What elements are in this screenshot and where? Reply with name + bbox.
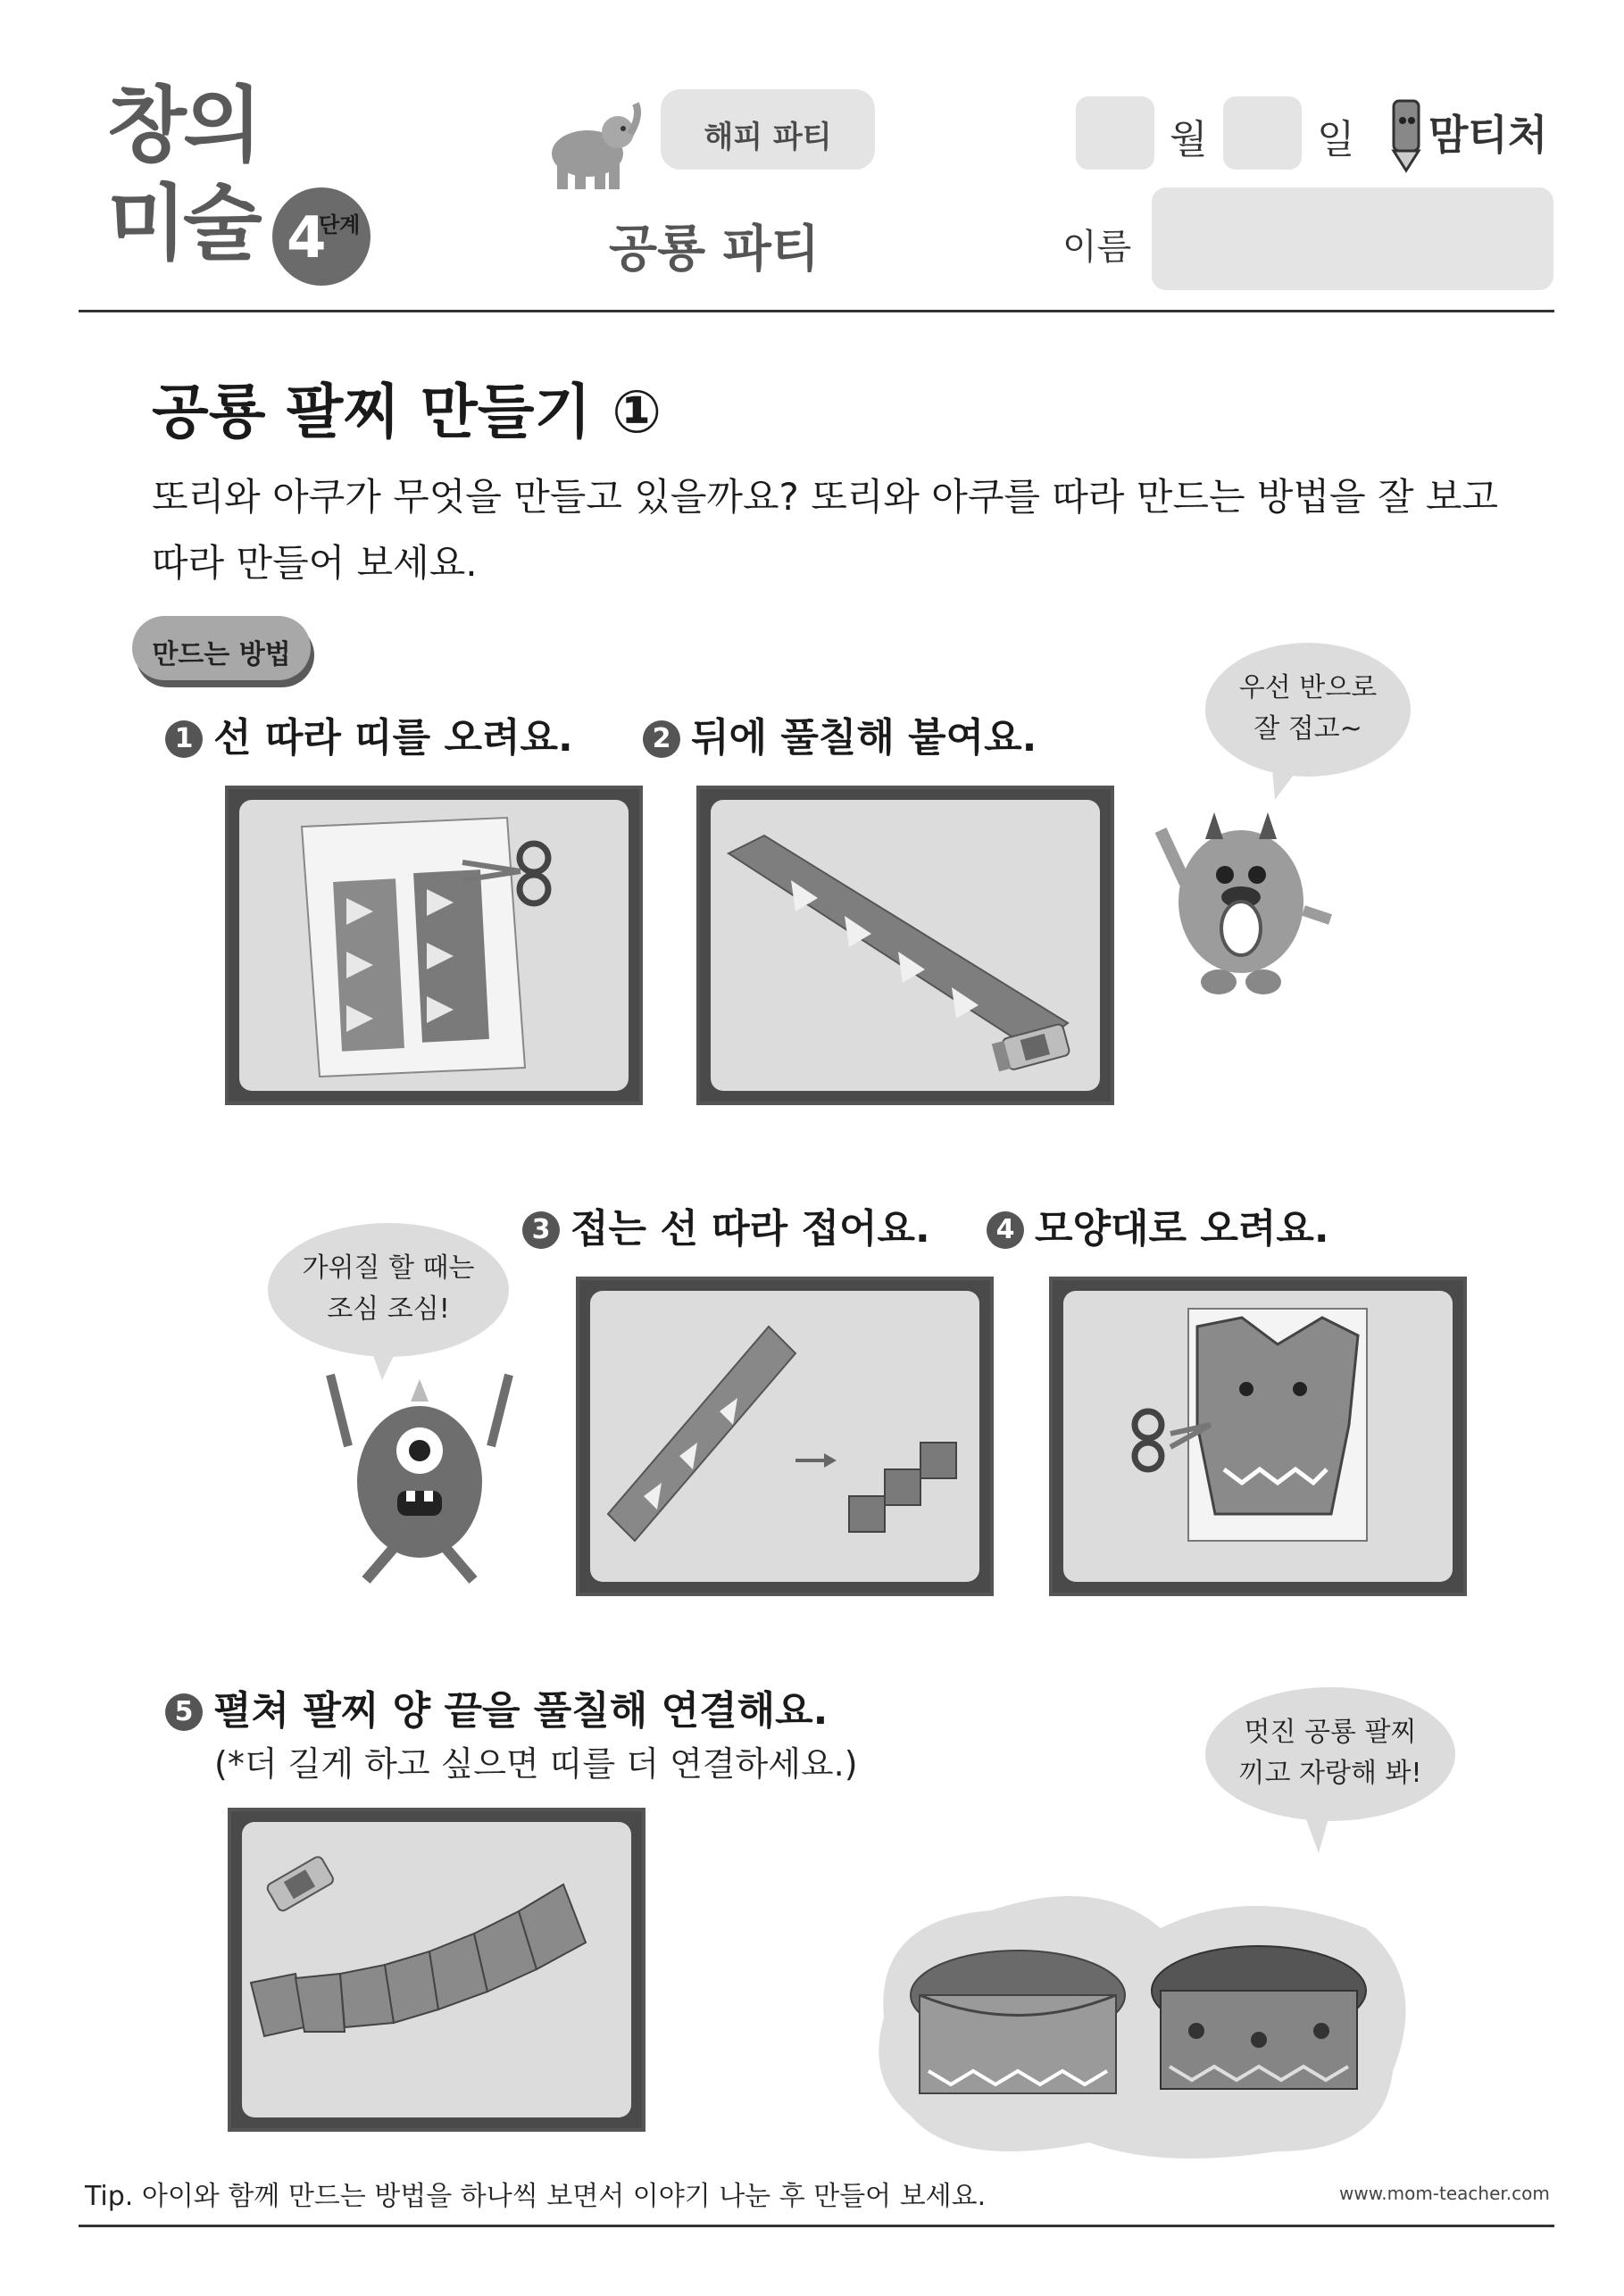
- website-url[interactable]: www.mom-teacher.com: [1339, 2183, 1550, 2204]
- month-field[interactable]: [1076, 96, 1154, 170]
- connected-bracelet-illustration: [242, 1822, 631, 2117]
- method-label-pill: [132, 616, 311, 680]
- bubble-1-line-2: 잘 접고~: [1253, 713, 1362, 745]
- glued-strip-illustration: [711, 800, 1100, 1091]
- day-label: 일: [1317, 117, 1355, 162]
- cut-strip-illustration: [239, 800, 629, 1091]
- step-3-number: 3: [522, 1211, 560, 1249]
- monster-character-1-icon: [1143, 794, 1339, 1009]
- step-5-photo: [228, 1808, 645, 2132]
- footer-divider: [79, 2225, 1554, 2227]
- name-label: 이름: [1062, 227, 1132, 268]
- accordion-fold-icon: [849, 1443, 956, 1532]
- step-4-number: 4: [987, 1211, 1024, 1249]
- step-2-photo: [696, 786, 1114, 1105]
- bubble-2-line-1: 가위질 할 때는: [302, 1252, 475, 1284]
- series-pill-text: 해피 파티: [704, 120, 832, 155]
- level-unit: 단계: [319, 212, 361, 237]
- level-number: 4: [287, 205, 327, 271]
- name-field[interactable]: [1152, 187, 1553, 290]
- monster-character-2-icon: [321, 1366, 518, 1589]
- step-5-heading: [165, 1678, 828, 1735]
- speech-bubble-2: [268, 1223, 509, 1357]
- speech-bubble-1: [1205, 643, 1411, 777]
- series-logo: [98, 78, 375, 290]
- step-3-heading: [522, 1196, 930, 1253]
- fold-strip-illustration: [590, 1291, 979, 1582]
- header-divider: [79, 310, 1554, 312]
- step-4-photo: [1049, 1277, 1467, 1596]
- step-2-text: 뒤에 풀칠해 붙여요.: [691, 715, 1037, 761]
- glue-stick-icon: [266, 1855, 336, 1912]
- elephant-icon: [545, 98, 643, 196]
- pencil-mascot-icon: [1379, 94, 1433, 174]
- step-2-number: 2: [643, 720, 680, 758]
- page-description: 또리와 아쿠가 무엇을 만들고 있을까요? 또리와 아쿠를 따라 만드는 방법을 잘 보고 따라 만들어 보세요.: [152, 475, 1499, 585]
- page-title: 공룡 팔찌 만들기 ①: [152, 378, 662, 446]
- step-4-heading: [987, 1196, 1329, 1253]
- subject-title: 공룡 파티: [609, 220, 820, 279]
- bubble-2-line-2: 조심 조심!: [327, 1294, 450, 1325]
- logo-top-text: 창의: [107, 78, 259, 173]
- step-5-note: (*더 길게 하고 싶으면 띠를 더 연결하세요.): [214, 1744, 858, 1784]
- day-field[interactable]: [1223, 96, 1302, 170]
- logo-bottom-text: 미술: [107, 176, 259, 271]
- step-5-number: 5: [165, 1693, 203, 1731]
- brand-logo: [1379, 94, 1567, 174]
- brand-text: 맘티처: [1428, 111, 1548, 159]
- dino-head-cutout-illustration: [1063, 1291, 1453, 1582]
- finished-bracelets-illustration: [866, 1866, 1420, 2169]
- step-4-text: 모양대로 오려요.: [1035, 1206, 1329, 1252]
- month-label: 월: [1170, 117, 1208, 162]
- level-badge: [272, 187, 371, 286]
- tip-text: Tip. 아이와 함께 만드는 방법을 하나씩 보면서 이야기 나눈 후 만들어 보세요.: [85, 2181, 987, 2212]
- series-pill: [661, 89, 875, 170]
- step-1-text: 선 따라 띠를 오려요.: [213, 715, 573, 761]
- step-3-text: 접는 선 따라 접어요.: [570, 1206, 930, 1252]
- step-2-heading: [643, 705, 1037, 762]
- bubble-3-line-2: 끼고 자랑해 봐!: [1238, 1758, 1422, 1789]
- bracelet-2-icon: [1152, 1946, 1366, 2089]
- step-1-number: 1: [165, 720, 203, 758]
- method-label: 만드는 방법: [152, 639, 291, 670]
- bubble-3-tail: [1299, 1812, 1335, 1857]
- step-3-photo: [576, 1277, 994, 1596]
- step-1-heading: [165, 705, 573, 762]
- bracelet-1-icon: [911, 1951, 1125, 2093]
- speech-bubble-3: [1205, 1687, 1455, 1821]
- bubble-3-line-1: 멋진 공룡 팔찌: [1244, 1717, 1417, 1748]
- step-1-photo: [225, 786, 643, 1105]
- bubble-1-line-1: 우선 반으로: [1238, 672, 1378, 703]
- step-5-text: 펼쳐 팔찌 양 끝을 풀칠해 연결해요.: [213, 1688, 829, 1734]
